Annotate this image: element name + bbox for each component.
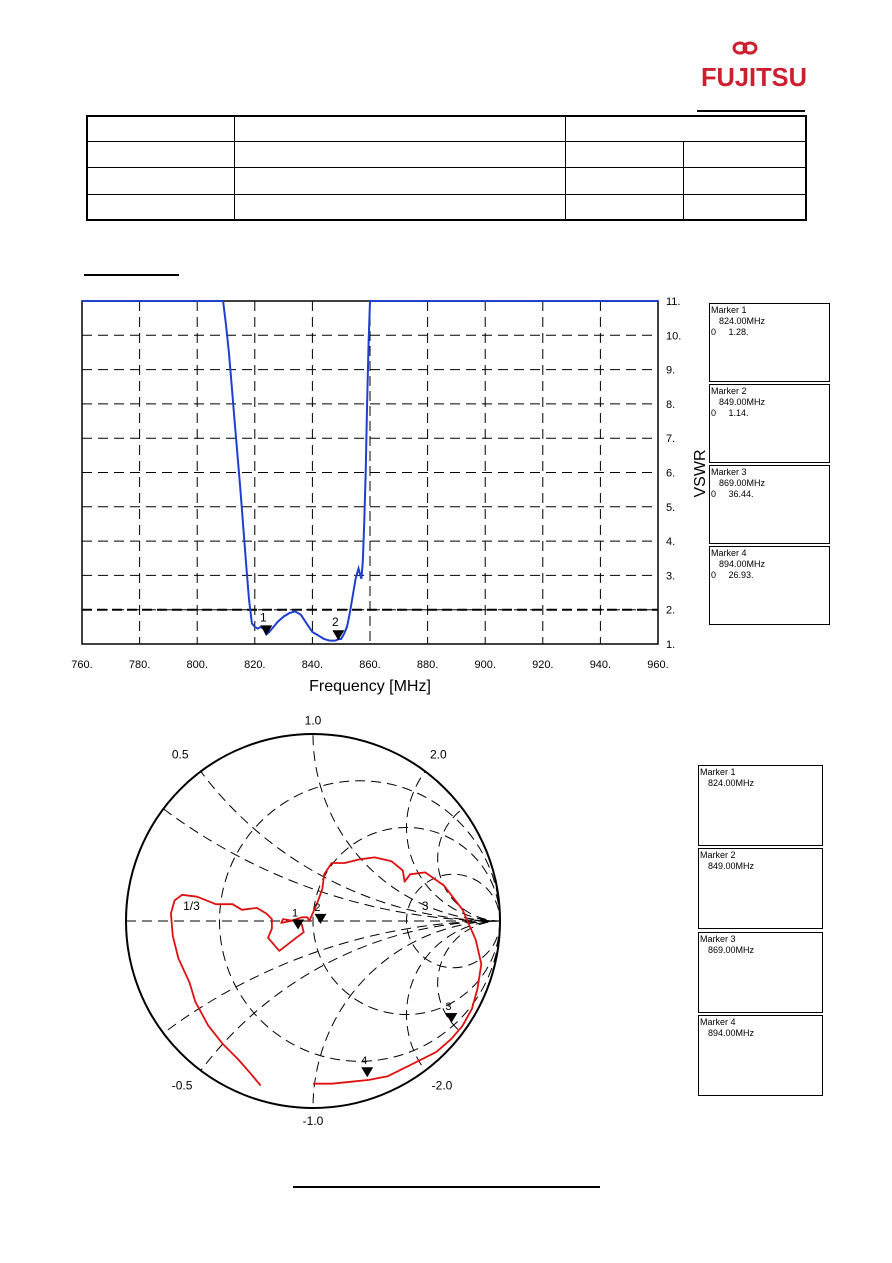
smith-label: 2.0	[429, 747, 447, 762]
smith-marker-box	[698, 932, 823, 1013]
smith-marker-box	[698, 1015, 823, 1096]
table-cell	[87, 116, 235, 141]
smith-label: -2.0	[431, 1078, 453, 1093]
marker-label: 4	[361, 1055, 368, 1068]
x-tick-label: 760.	[71, 659, 93, 671]
smith-label: 1.0	[304, 713, 322, 728]
x-tick-label: 960.	[647, 659, 669, 671]
y-tick-label: 7.	[666, 433, 676, 446]
marker-value: 0 1.14.	[711, 408, 749, 418]
x-tick-label: 880.	[416, 659, 439, 671]
marker-freq: 869.00MHz	[719, 478, 766, 488]
table-cell	[235, 194, 566, 220]
marker-freq: 824.00MHz	[719, 316, 766, 326]
marker-title: Marker 4	[700, 1017, 736, 1027]
table-row	[87, 141, 806, 167]
marker-value: 0 26.93.	[711, 570, 754, 580]
y-tick-label: 3.	[666, 570, 676, 583]
x-tick-label: 860.	[359, 659, 381, 671]
y-axis-label: VSWR	[692, 449, 709, 498]
x-tick-label: 940.	[589, 659, 612, 671]
y-tick-label: 10.	[666, 330, 682, 343]
logo-infinity-mark	[734, 43, 756, 53]
x-tick-label: 900.	[474, 659, 496, 671]
x-tick-label: 820.	[244, 659, 266, 671]
marker-value: 0 36.44.	[711, 489, 754, 499]
table-cell	[87, 167, 235, 194]
y-tick-label: 5.	[666, 501, 676, 514]
marker-label: 2	[331, 615, 339, 630]
marker-freq: 824.00MHz	[708, 778, 755, 788]
marker-freq: 894.00MHz	[719, 559, 766, 569]
smith-label: 3	[421, 898, 429, 913]
fujitsu-logo	[698, 40, 810, 100]
table-cell	[235, 116, 566, 141]
marker-freq: 869.00MHz	[708, 945, 755, 955]
smith-label: 0.5	[171, 747, 189, 762]
table-cell	[87, 194, 235, 220]
x-tick-label: 780.	[128, 659, 151, 671]
marker-title: Marker 1	[711, 305, 747, 315]
table-cell	[684, 167, 807, 194]
section-heading-rule	[84, 274, 179, 276]
x-axis-label: Frequency [MHz]	[309, 678, 431, 695]
y-tick-label: 8.	[666, 398, 676, 411]
marker-freq: 894.00MHz	[708, 1028, 755, 1038]
smith-chart	[100, 705, 540, 1135]
table-row	[87, 116, 806, 141]
table-cell	[684, 194, 807, 220]
table-cell	[684, 141, 807, 167]
y-tick-label: 2.	[666, 604, 676, 617]
y-tick-label: 1.	[666, 639, 676, 651]
marker-title: Marker 3	[700, 934, 736, 944]
smith-marker-box	[698, 848, 823, 929]
table-cell	[566, 141, 684, 167]
table-cell	[566, 167, 684, 194]
table-row	[87, 194, 806, 220]
marker-freq: 849.00MHz	[719, 397, 766, 407]
y-tick-label: 11.	[666, 296, 681, 308]
marker-label: 3	[445, 1000, 452, 1013]
vswr-marker-box	[709, 303, 830, 382]
smith-marker-box	[698, 765, 823, 846]
logo-wordmark: FUJITSU	[701, 62, 807, 92]
vswr-marker-box	[709, 546, 830, 625]
x-tick-label: 920.	[532, 659, 554, 671]
info-table	[86, 115, 807, 221]
marker-label: 1	[259, 610, 267, 625]
table-cell	[87, 141, 235, 167]
y-tick-label: 9.	[666, 364, 676, 377]
footer-rule	[293, 1186, 600, 1188]
table-cell	[235, 141, 566, 167]
table-row	[87, 167, 806, 194]
x-tick-label: 840.	[301, 659, 324, 671]
marker-title: Marker 4	[711, 548, 747, 558]
y-tick-label: 6.	[666, 467, 676, 480]
marker-label: 1	[291, 907, 299, 920]
y-tick-label: 4.	[666, 536, 676, 549]
marker-label: 2	[314, 901, 321, 914]
marker-freq: 849.00MHz	[708, 861, 755, 871]
vswr-marker-box	[709, 465, 830, 544]
marker-title: Marker 2	[711, 386, 747, 396]
smith-label: 1/3	[183, 898, 200, 913]
header-rule	[697, 110, 805, 112]
marker-title: Marker 3	[711, 467, 747, 477]
table-cell	[566, 194, 684, 220]
table-cell	[235, 167, 566, 194]
vswr-marker-box	[709, 384, 830, 463]
marker-value: 0 1.28.	[711, 327, 749, 337]
x-tick-label: 800.	[186, 659, 208, 671]
marker-title: Marker 2	[700, 850, 736, 860]
marker-title: Marker 1	[700, 767, 736, 777]
smith-label: -1.0	[302, 1113, 324, 1128]
table-cell	[566, 116, 807, 141]
smith-label: -0.5	[171, 1078, 193, 1093]
